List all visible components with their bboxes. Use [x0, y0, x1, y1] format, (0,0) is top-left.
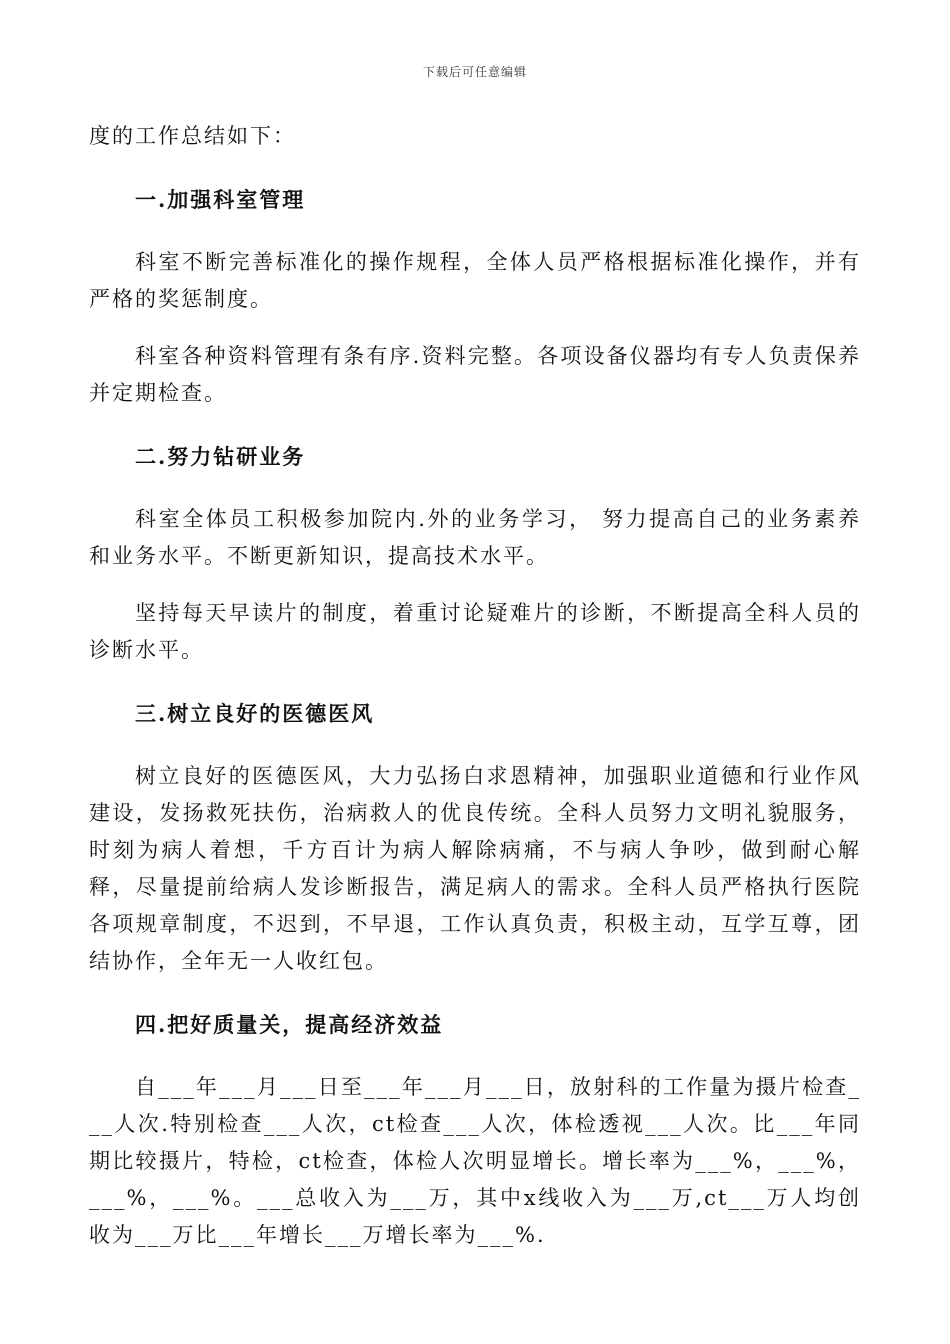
- section-3-title: 三.树立良好的医德医风: [135, 701, 375, 726]
- intro-text: 度的工作总结如下：: [89, 124, 296, 148]
- section-1-paragraph-1: 科室不断完善标准化的操作规程，全体人员严格根据标准化操作，并有严格的奖惩制度。: [89, 250, 861, 311]
- section-4-title: 四.把好质量关，提高经济效益: [135, 1012, 444, 1037]
- section-4-paragraph-1: 自___年___月___日至___年___月___日，放射科的工作量为摄片检查___人次.特别检查___人次，ct检查___人次，体检透视___人次。比___年同期比较摄片，特检，ct检查，体检人次明显增长。增长率为___%，___%，___%，___%。___总收入为___万，其中x线收入为___万,ct___万人均创收为___万比___年增长___万增长率为___%.: [89, 1075, 861, 1247]
- section-2-paragraph-2: 坚持每天早读片的制度，着重讨论疑难片的诊断，不断提高全科人员的诊断水平。: [89, 601, 861, 662]
- page-header: 下载后可任意编辑: [422, 65, 527, 79]
- section-2-title: 二.努力钻研业务: [135, 444, 306, 469]
- section-2-paragraph-1: 科室全体员工积极参加院内.外的业务学习， 努力提高自己的业务素养和业务水平。不断更新知识，提高技术水平。: [89, 507, 861, 568]
- section-1-paragraph-2: 科室各种资料管理有条有序.资料完整。各项设备仪器均有专人负责保养并定期检查。: [89, 344, 861, 405]
- document-body: [89, 118, 861, 1254]
- section-1-title: 一.加强科室管理: [135, 187, 306, 212]
- section-3-paragraph-1: 树立良好的医德医风，大力弘扬白求恩精神，加强职业道德和行业作风建设，发扬救死扶伤，治病救人的优良传统。全科人员努力文明礼貌服务，时刻为病人着想，千方百计为病人解除病痛，不与病人争吵，做到耐心解释，尽量提前给病人发诊断报告，满足病人的需求。全科人员严格执行医院各项规章制度，不迟到，不早退，工作认真负责，积极主动，互学互尊，团结协作，全年无一人收红包。: [89, 764, 861, 973]
